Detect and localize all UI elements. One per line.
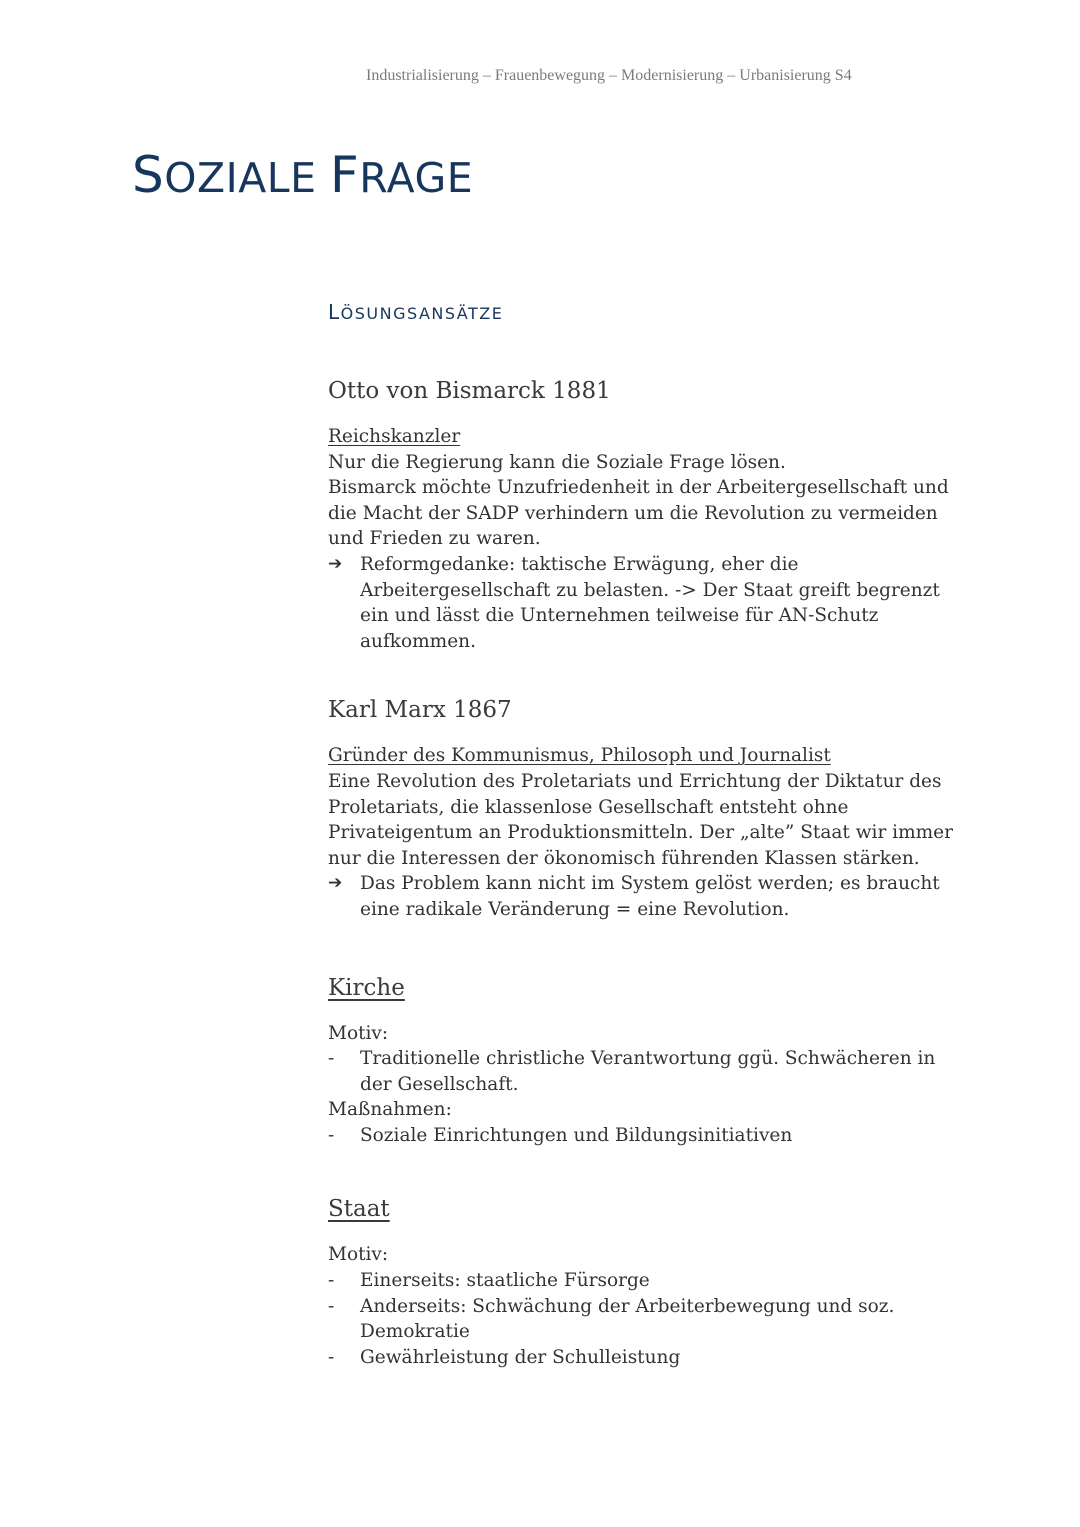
list-item <box>328 1123 968 1149</box>
marx-heading: Karl Marx 1867 <box>328 697 512 724</box>
bismarck-conclusion-text: Reformgedanke: taktische Erwägung, eher die Arbeitergesellschaft zu belasten. -> Der Staat greift begrenzt ein und lässt die Unternehmen teilweise für AN-Schutz aufkommen. <box>360 553 940 652</box>
staat-motiv-item: Anderseits: Schwächung der Arbeiterbewegung und soz. Demokratie <box>360 1295 895 1343</box>
kirche-massnahmen-label: Maßnahmen: <box>328 1099 452 1121</box>
subtitle-initial: L <box>328 300 341 324</box>
marx-role: Gründer des Kommunismus, Philosoph und Journalist <box>328 745 831 767</box>
section-staat <box>328 1194 968 1370</box>
bismarck-line: Nur die Regierung kann die Soziale Frage lösen. <box>328 451 786 473</box>
marx-text: Eine Revolution des Proletariats und Errichtung der Diktatur des Proletariats, die klassenlose Gesellschaft entsteht ohne Privateigentum an Produktionsmitteln. Der „alte” Staat wir immer nur die Interessen der ökonomisch führenden Klassen stärken. <box>328 770 953 869</box>
bullet-dash: - <box>328 1270 335 1292</box>
staat-motiv-label: Motiv: <box>328 1244 389 1266</box>
bismarck-role: Reichskanzler <box>328 426 461 447</box>
bullet-dash: - <box>328 1346 335 1368</box>
bismarck-line: Bismarck möchte Unzufriedenheit in der Arbeitergesellschaft und die Macht der SADP verhindern um die Revolution zu vermeiden und Frieden zu waren. <box>328 477 949 550</box>
bullet-dash: - <box>328 1124 335 1146</box>
page-title <box>132 146 474 204</box>
page-header: Industrialisierung – Frauenbewegung – Modernisierung – Urbanisierung S4 <box>366 67 852 84</box>
marx-conclusion-text: Das Problem kann nicht im System gelöst werden; es braucht eine radikale Veränderung = eine Revolution. <box>360 873 940 920</box>
kirche-heading: Kirche <box>328 974 405 1001</box>
arrow-right-icon: ➔ <box>328 873 343 894</box>
section-kirche <box>328 973 968 1149</box>
marx-conclusion <box>328 871 968 922</box>
main-content <box>328 376 968 1411</box>
list-item <box>328 1294 968 1345</box>
title-rest-1: OZIALE <box>164 154 331 202</box>
section-subtitle <box>328 300 503 324</box>
bismarck-heading: Otto von Bismarck 1881 <box>328 378 611 404</box>
title-initial-2: F <box>330 146 360 204</box>
kirche-massnahmen-item: Soziale Einrichtungen und Bildungsinitiativen <box>360 1124 793 1146</box>
title-rest-2: RAGE <box>359 154 474 202</box>
list-item <box>328 1046 968 1097</box>
staat-motiv-item: Einerseits: staatliche Fürsorge <box>360 1270 650 1292</box>
bullet-dash: - <box>328 1295 335 1317</box>
kirche-motiv-item: Traditionelle christliche Verantwortung ggü. Schwächeren in der Gesellschaft. <box>360 1048 936 1095</box>
staat-heading: Staat <box>328 1196 390 1223</box>
title-initial-1: S <box>132 146 165 204</box>
staat-motiv-item: Gewährleistung der Schulleistung <box>360 1346 681 1368</box>
section-marx <box>328 695 968 922</box>
arrow-right-icon: ➔ <box>328 553 343 574</box>
list-item <box>328 1268 968 1294</box>
list-item <box>328 1345 968 1371</box>
section-bismarck <box>328 376 968 654</box>
bismarck-conclusion <box>328 552 968 654</box>
kirche-motiv-label: Motiv: <box>328 1022 389 1044</box>
bullet-dash: - <box>328 1048 335 1070</box>
subtitle-rest: ÖSUNGSANSÄTZE <box>340 304 504 323</box>
